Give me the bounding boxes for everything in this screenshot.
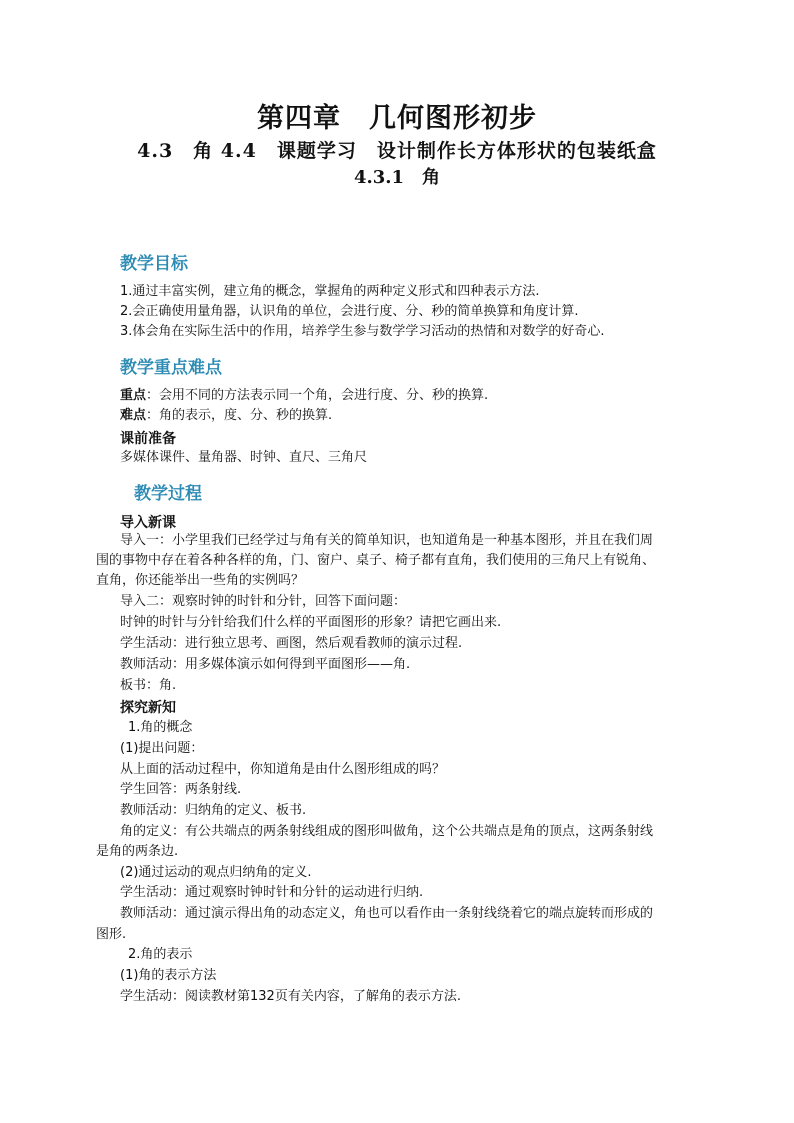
intro-line: 学生活动：进行独立思考、画图，然后观看教师的演示过程. <box>120 636 463 651</box>
chapter-title: 第四章 几何图形初步 <box>257 103 537 134</box>
explore-line: (1)提出问题： <box>120 741 204 756</box>
difficulty-label: 难点 <box>120 408 147 423</box>
explore-line: 角的定义：有公共端点的两条射线组成的图形叫做角，这个公共端点是角的顶点，这两条射线 <box>120 824 654 839</box>
explore-line: 1.角的概念 <box>128 720 193 735</box>
difficulty-line <box>120 407 332 425</box>
intro-line: 教师活动：用多媒体演示如何得到平面图形——角. <box>120 657 411 672</box>
explore-line: 2.角的表示 <box>128 947 193 962</box>
explore-line: 学生活动：阅读教材第132页有关内容，了解角的表示方法. <box>120 989 461 1004</box>
key-points-heading: 教学重点难点 <box>120 358 222 378</box>
intro-line: 围的事物中存在着各种各样的角，门、窗户、桌子、椅子都有直角，我们使用的三角尺上有锐角、 <box>96 553 656 568</box>
intro-line: 时钟的时针与分针给我们什么样的平面图形的形象？请把它画出来. <box>120 615 502 630</box>
difficulty-text: ：角的表示，度、分、秒的换算. <box>146 408 333 423</box>
explore-line: (2)通过运动的观点归纳角的定义. <box>120 865 312 880</box>
explore-line: 图形. <box>96 927 127 942</box>
explore-line: 教师活动：通过演示得出角的动态定义，角也可以看作由一条射线绕着它的端点旋转而形成的 <box>120 906 654 921</box>
objective-item: 3.体会角在实际生活中的作用，培养学生参与数学学习活动的热情和对数学的好奇心. <box>120 324 605 339</box>
focus-line <box>120 387 488 405</box>
explore-line: 教师活动：归纳角的定义、板书. <box>120 803 307 818</box>
intro-line: 导入二：观察时钟的时针和分针，回答下面问题： <box>120 594 407 609</box>
focus-text: ：会用不同的方法表示同一个角，会进行度、分、秒的换算. <box>146 388 489 403</box>
objective-item: 1.通过丰富实例，建立角的概念，掌握角的两种定义形式和四种表示方法. <box>120 284 540 299</box>
intro-line: 导入一：小学里我们已经学过与角有关的简单知识，也知道角是一种基本图形，并且在我们周 <box>120 533 654 548</box>
explore-line: 从上面的活动过程中，你知道角是由什么图形组成的吗？ <box>120 762 446 777</box>
objectives-heading: 教学目标 <box>120 254 188 274</box>
intro-line: 直角，你还能举出一些角的实例吗？ <box>96 573 305 588</box>
lesson-subtitle: 4.3 角 4.4 课题学习 设计制作长方体形状的包装纸盒 <box>137 140 657 162</box>
intro-line: 板书：角. <box>120 678 177 693</box>
explore-line: (1)角的表示方法 <box>120 968 217 983</box>
focus-label: 重点 <box>120 388 147 403</box>
prep-text: 多媒体课件、量角器、时钟、直尺、三角尺 <box>120 450 368 465</box>
objective-item: 2.会正确使用量角器，认识角的单位，会进行度、分、秒的简单换算和角度计算. <box>120 304 579 319</box>
prep-heading: 课前准备 <box>120 431 176 447</box>
explore-line: 学生回答：两条射线. <box>120 782 242 797</box>
explore-heading: 探究新知 <box>120 700 176 716</box>
process-heading: 教学过程 <box>134 484 202 504</box>
section-title: 4.3.1 角 <box>353 167 441 188</box>
intro-heading: 导入新课 <box>120 515 176 531</box>
explore-line: 是角的两条边. <box>96 844 179 859</box>
explore-line: 学生活动：通过观察时钟时针和分针的运动进行归纳. <box>120 885 424 900</box>
